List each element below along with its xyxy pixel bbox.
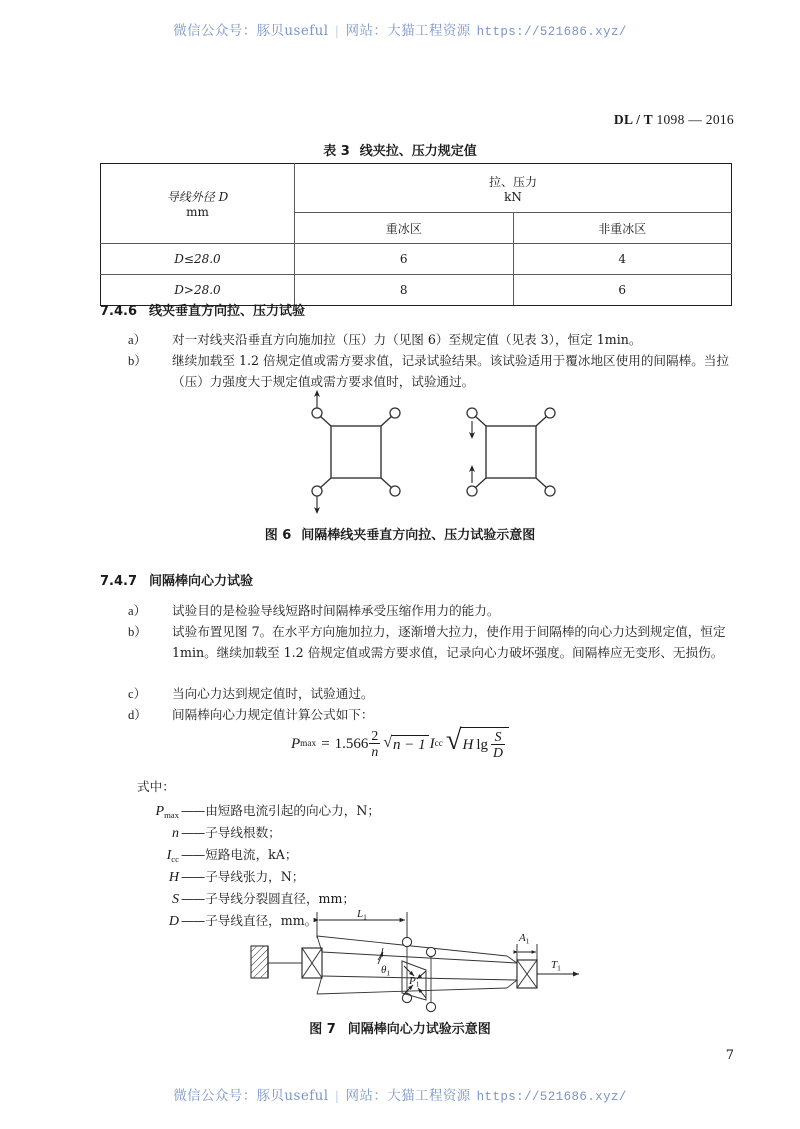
table3-row1-diameter: D>28.0 (101, 275, 295, 306)
figure6-caption-title: 间隔棒线夹垂直方向拉、压力试验示意图 (301, 528, 536, 543)
figure7-label-angle: $\theta_1$ (381, 964, 391, 978)
section-747-item-d-marker: d） (128, 708, 147, 722)
formula-coefficient: 1.566 (334, 735, 369, 752)
figure7-label-force: $P_1$ (409, 975, 420, 989)
section-747-item-a-marker: a） (128, 604, 147, 618)
figure7-caption-label: 图 7 (309, 1022, 336, 1037)
list-item (128, 351, 740, 392)
formula-radicand-1: n − 1 (391, 735, 429, 754)
definition-3-symbol-base: H (168, 870, 179, 885)
definition-3-dash: —— (181, 869, 205, 884)
definition-2-text: 短路电流，kA； (205, 847, 298, 862)
watermark-wechat-label: 微信公众号： (173, 1088, 257, 1104)
list-item (128, 684, 738, 705)
section-746-item-b-text: 继续加载至 1.2 倍规定值或需方要求值，记录试验结果。该试验适用于覆冰地区使用的间隔棒。当拉（压）力强度大于规定值或需方要求值时，试验通过。 (172, 353, 729, 389)
table3-header-diameter-line1: 导线外径 D (166, 190, 229, 204)
where-label: 式中： (137, 779, 175, 794)
section-746-item-b-marker: b） (128, 354, 147, 368)
list-item (128, 601, 738, 622)
figure7-caption (0, 1018, 800, 1037)
definition-4-dash: —— (181, 891, 205, 906)
formula-radicand-2-lg: lg (476, 736, 489, 753)
watermark-site-value: 大猫工程资源 (387, 1088, 471, 1104)
figure7-label-length: $L_1$ (357, 908, 367, 922)
figure7-caption-title: 间隔棒向心力试验示意图 (347, 1022, 491, 1037)
section-747-item-c-marker: c） (128, 687, 147, 701)
definition-2-symbol (137, 848, 180, 864)
figure7-illustration (245, 908, 585, 1013)
watermark-url: https://521686.xyz/ (476, 1090, 627, 1104)
compression-spacer-diagram (467, 408, 555, 496)
table3-header-force-line1: 拉、压力 (488, 174, 537, 189)
table3-caption-title: 线夹拉、压力规定值 (359, 144, 477, 159)
table3 (100, 163, 732, 306)
formula-lhs-symbol: P (291, 735, 301, 752)
section-747-item-d-text: 间隔棒向心力规定值计算公式如下： (172, 707, 374, 722)
formula-radicand-2-h: H (462, 736, 474, 753)
table3-header-force-line2: kN (504, 189, 522, 204)
definition-5-dash: —— (181, 913, 205, 928)
figure6-caption-label: 图 6 (264, 528, 292, 543)
table3-row1-heavy-ice: 8 (295, 275, 514, 306)
wall-support (251, 946, 302, 978)
radical-icon: √ (383, 733, 392, 751)
section-746-title: 线夹垂直方向拉、压力试验 (149, 304, 306, 319)
formula-sqrt-n-minus-1 (383, 735, 428, 754)
definition-0-text: 由短路电流引起的向心力，N； (205, 803, 380, 818)
formula-radicand-2-frac-den: D (493, 745, 503, 761)
definition-1-symbol-base: n (172, 826, 179, 841)
definition-5-symbol-base: D (168, 914, 179, 929)
formula-frac-denominator: n (371, 744, 379, 760)
table3-row0-non-heavy-ice: 4 (513, 244, 732, 275)
section-heading-746 (100, 300, 305, 319)
section-747-item-b-marker: b） (128, 625, 147, 639)
formula-factor-subscript: cc (434, 739, 443, 750)
left-clamp (302, 948, 322, 978)
section-747-item-a-text: 试验目的是检验导线短路时间隔棒承受压缩作用力的能力。 (172, 603, 500, 618)
table3-caption-label: 表 3 (323, 144, 350, 159)
running-head-number: 1098 — 2016 (656, 112, 734, 127)
formula-equals: = (321, 735, 330, 752)
definition-0-symbol-base: P (155, 804, 165, 819)
mid-spacer (402, 937, 436, 1011)
section-746-number: 7.4.6 (100, 304, 138, 319)
watermark-top (0, 19, 800, 39)
watermark-site-label: 网站： (345, 1088, 388, 1104)
list-item (128, 622, 742, 663)
list-item (128, 705, 738, 726)
formula-radicand-2-frac-num: S (491, 729, 505, 745)
formula-lhs-subscript: max (300, 739, 317, 750)
angle-indicator (378, 948, 383, 964)
list-item (137, 866, 380, 888)
table3-row0-diameter: D≤28.0 (101, 244, 295, 275)
definition-0-symbol (137, 804, 180, 820)
watermark-bottom (0, 1084, 800, 1104)
definition-4-symbol (137, 892, 180, 908)
section-746-item-a-marker: a） (128, 333, 147, 347)
definition-0-dash: —— (181, 803, 205, 818)
watermark-site-value: 大猫工程资源 (387, 23, 471, 39)
definition-2-symbol-sub: cc (171, 853, 179, 864)
table3-header-heavy-ice: 重冰区 (295, 213, 514, 244)
watermark-wechat-label: 微信公众号： (173, 23, 257, 39)
section-747-title: 间隔棒向心力试验 (149, 574, 254, 589)
definition-4-symbol-base: S (172, 892, 179, 907)
table3-header-diameter (101, 164, 295, 244)
formula-frac-numerator: 2 (371, 728, 379, 743)
watermark-wechat-value: 豚贝useful (256, 1088, 329, 1104)
figure7-label-tension: $T_1$ (551, 959, 561, 973)
table-row (101, 244, 732, 275)
table3-row0-heavy-ice: 6 (295, 244, 514, 275)
definition-2-symbol-base: I (166, 848, 172, 863)
section-746-item-a-text: 对一对线夹沿垂直方向施加拉（压）力（见图 6）至规定值（见表 3），恒定 1min。 (172, 332, 642, 347)
definition-1-symbol (137, 826, 180, 842)
table3-header-non-heavy-ice: 非重冰区 (513, 213, 732, 244)
definition-5-symbol (137, 914, 180, 930)
definition-1-dash: —— (181, 825, 205, 840)
watermark-separator: | (335, 23, 339, 38)
table3-row1-non-heavy-ice: 6 (513, 275, 732, 306)
table3-header-diameter-line2: mm (186, 205, 209, 219)
definition-3-symbol (137, 870, 180, 886)
formula-factor-symbol: I (429, 735, 435, 752)
list-item (137, 888, 380, 910)
figure6-illustration (285, 388, 570, 516)
radical-icon: √ (445, 725, 462, 756)
watermark-site-label: 网站： (345, 23, 388, 39)
table3-caption (0, 140, 800, 159)
running-head (614, 112, 734, 128)
area-dimension (517, 944, 537, 960)
definition-5-text: 子导线直径，mm。 (205, 913, 318, 928)
figure7-svg (245, 908, 585, 1013)
figure6-svg (285, 388, 570, 516)
list-item (137, 844, 380, 866)
watermark-separator: | (335, 1088, 339, 1103)
section-heading-747 (100, 570, 253, 589)
formula-fraction-sd (491, 729, 505, 761)
figure7-label-area: $A_1$ (519, 932, 530, 946)
section-747-item-b-text: 试验布置见图 7。在水平方向施加拉力，逐渐增大拉力，使作用于间隔棒的向心力达到规定值，恒定 1min。继续加载至 1.2 倍规定值或需方要求值，记录向心力破坏强度。间隔棒应无变形、无损伤。 (172, 624, 726, 660)
definition-1-text: 子导线根数； (205, 825, 281, 840)
page-number: 7 (725, 1048, 734, 1063)
formula-fraction-2n (369, 728, 380, 760)
watermark-url: https://521686.xyz/ (476, 25, 627, 39)
table3-header-row-1 (101, 164, 732, 213)
right-clamp (517, 960, 537, 988)
formula-radicand-2 (461, 727, 509, 761)
section-747-number: 7.4.7 (100, 574, 138, 589)
definition-4-text: 子导线分裂圆直径，mm； (205, 891, 356, 906)
section-747-item-c-text: 当向心力达到规定值时，试验通过。 (172, 686, 374, 701)
list-item (137, 822, 380, 844)
watermark-wechat-value: 豚贝useful (256, 23, 329, 39)
definition-3-text: 子导线张力，N； (205, 869, 305, 884)
list-item (128, 330, 738, 351)
tension-spacer-diagram (312, 390, 400, 514)
centripetal-force-formula (0, 727, 800, 761)
running-head-prefix: DL / T (613, 112, 653, 127)
formula-sqrt-h-lg (446, 727, 509, 761)
table3-header-force-group (295, 164, 732, 213)
figure6-caption (0, 524, 800, 543)
definition-2-dash: —— (181, 847, 205, 862)
definition-0-symbol-sub: max (164, 809, 179, 820)
list-item (137, 800, 380, 822)
